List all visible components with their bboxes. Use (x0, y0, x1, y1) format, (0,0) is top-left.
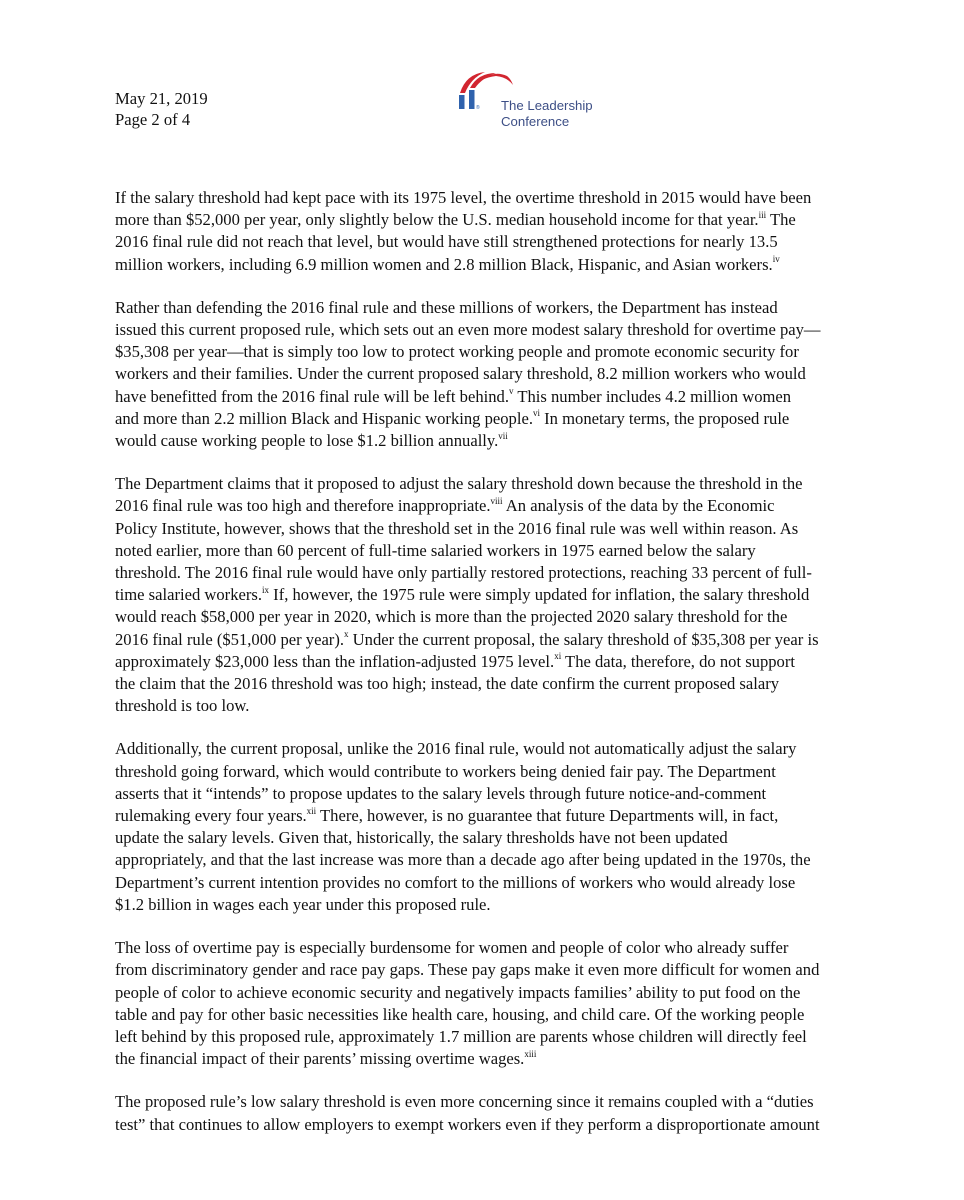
text-segment: rulemaking every four years. (115, 806, 307, 826)
text-line (115, 738, 860, 760)
text-segment: threshold is too low. (115, 696, 250, 716)
text-line (115, 319, 860, 341)
text-segment: 2016 final rule ($51,000 per year). (115, 629, 345, 649)
letter-date: May 21, 2019 (115, 89, 208, 108)
text-segment: threshold. The 2016 final rule would have only partially restored protections, reaching 33 percent of full- (115, 563, 812, 583)
text-segment: If the salary threshold had kept pace with its 1975 level, the overtime threshold in 2015 would have been (115, 188, 812, 207)
text-line (115, 187, 860, 209)
text-segment: and more than 2.2 million Black and Hispanic working people. (115, 408, 533, 428)
text-segment: Additionally, the current proposal, unlike the 2016 final rule, would not automatically adjust the salary (115, 739, 797, 759)
text-line (115, 1048, 860, 1070)
text-segment: $35,308 per year—that is simply too low to protect working people and promote economic security for (115, 342, 799, 362)
logo-blue-bar-left (459, 95, 465, 109)
text-segment: The loss of overtime pay is especially burdensome for women and people of color who already suffer (115, 938, 789, 958)
text-line (115, 518, 860, 540)
text-line (115, 673, 860, 695)
footnote-reference: v (508, 386, 514, 397)
text-segment: Under the current proposal, the salary threshold of $35,308 per year is (348, 629, 819, 649)
logo-red-arc-1 (460, 72, 485, 93)
text-segment: issued this current proposed rule, which sets out an even more modest salary threshold for overtime pay— (115, 320, 821, 340)
text-line (115, 495, 860, 517)
text-segment: the claim that the 2016 threshold was too high; instead, the date confirm the current proposed salary (115, 674, 780, 694)
text-line (115, 386, 860, 408)
footnote-reference: vi (532, 408, 540, 419)
text-line (115, 1004, 860, 1026)
text-segment: The data, therefore, do not support (561, 651, 795, 671)
footnote-reference: xiii (524, 1048, 537, 1059)
text-line (115, 584, 860, 606)
text-line (115, 827, 860, 849)
body-paragraph (115, 1091, 860, 1135)
text-segment: appropriately, and that the last increase was more than a decade ago after being updated in the 1970s, the (115, 850, 811, 870)
text-line (115, 254, 860, 276)
text-segment: If, however, the 1975 rule were simply updated for inflation, the salary threshold (269, 585, 810, 605)
logo-name-line-1: The Leadership (501, 98, 593, 113)
body-paragraph (115, 297, 860, 452)
text-line (115, 473, 860, 495)
text-segment: In monetary terms, the proposed rule (540, 408, 790, 428)
logo-wordmark (501, 98, 593, 130)
text-line (115, 209, 860, 231)
page-number: Page 2 of 4 (115, 110, 191, 129)
text-segment: 2016 final rule was too high and therefore inappropriate. (115, 496, 491, 516)
footnote-reference: xii (306, 805, 317, 816)
leadership-conference-logo (452, 68, 592, 132)
letter-header (115, 88, 208, 130)
text-line (115, 562, 860, 584)
text-segment: The proposed rule’s low salary threshold is even more concerning since it remains coupled with a “duties (115, 1092, 814, 1112)
text-line (115, 894, 860, 916)
logo-registered-mark: ® (476, 105, 480, 111)
text-segment: workers and their families. Under the current proposed salary threshold, 8.2 million workers who would (115, 364, 806, 384)
text-line (115, 1114, 860, 1136)
letter-body (115, 187, 860, 1157)
text-segment: have benefitted from the 2016 final rule will be left behind. (115, 386, 509, 406)
text-line (115, 805, 860, 827)
text-line (115, 937, 860, 959)
text-line (115, 783, 860, 805)
text-line (115, 408, 860, 430)
text-segment: million workers, including 6.9 million women and 2.8 million Black, Hispanic, and Asian workers. (115, 254, 773, 274)
text-segment: would cause working people to lose $1.2 billion annually. (115, 431, 499, 451)
text-segment: Rather than defending the 2016 final rule and these millions of workers, the Department has instead (115, 297, 778, 317)
text-segment: the financial impact of their parents’ missing overtime wages. (115, 1049, 525, 1069)
text-segment: This number includes 4.2 million women (513, 386, 792, 406)
text-segment: threshold going forward, which would contribute to workers being denied fair pay. The Department (115, 761, 776, 781)
text-segment: update the salary levels. Given that, historically, the salary thresholds have not been updated (115, 828, 728, 848)
text-segment: The (766, 210, 796, 230)
text-line (115, 231, 860, 253)
text-line (115, 606, 860, 628)
footnote-reference: xi (554, 651, 562, 662)
text-line (115, 540, 860, 562)
logo-blue-bar-right (469, 90, 475, 109)
text-segment: would reach $58,000 per year in 2020, which is more than the projected 2020 salary threshold for the (115, 607, 788, 627)
text-segment: Department’s current intention provides no comfort to the millions of workers who would already lose (115, 872, 796, 892)
text-segment: noted earlier, more than 60 percent of full-time salaried workers in 1975 earned below the salary (115, 540, 756, 560)
text-line (115, 1091, 860, 1113)
text-segment: 2016 final rule did not reach that level, but would have still strengthened protections for nearly 13.5 (115, 232, 778, 252)
text-line (115, 430, 860, 452)
text-segment: There, however, is no guarantee that future Departments will, in fact, (316, 806, 779, 826)
text-line (115, 297, 860, 319)
text-line (115, 1026, 860, 1048)
text-segment: from discriminatory gender and race pay gaps. These pay gaps make it even more difficult for women and (115, 960, 820, 980)
text-segment: approximately $23,000 less than the inflation-adjusted 1975 level. (115, 651, 555, 671)
text-line (115, 872, 860, 894)
text-segment: left behind by this proposed rule, approximately 1.7 million are parents whose children will directly feel (115, 1026, 807, 1046)
text-segment: The Department claims that it proposed to adjust the salary threshold down because the threshold in the (115, 474, 803, 494)
text-segment: An analysis of the data by the Economic (502, 496, 775, 516)
body-paragraph (115, 187, 860, 276)
text-line (115, 982, 860, 1004)
footnote-reference: x (344, 629, 349, 640)
body-paragraph (115, 738, 860, 916)
text-segment: table and pay for other basic necessities like health care, housing, and child care. Of the working people (115, 1004, 805, 1024)
footnote-reference: ix (262, 584, 270, 595)
text-segment: Policy Institute, however, shows that the threshold set in the 2016 final rule was well within reason. As (115, 518, 799, 538)
text-segment: time salaried workers. (115, 585, 262, 605)
footnote-reference: iii (758, 209, 767, 220)
text-segment: asserts that it “intends” to propose updates to the salary levels through future notice-and-comment (115, 783, 767, 803)
footnote-reference: viii (490, 495, 503, 506)
text-segment: people of color to achieve economic security and negatively impacts families’ ability to put food on the (115, 982, 801, 1002)
text-line (115, 651, 860, 673)
text-line (115, 695, 860, 717)
text-segment: more than $52,000 per year, only slightly below the U.S. median household income for that year. (115, 210, 759, 230)
text-segment: test” that continues to allow employers to exempt workers even if they perform a disproportionate amount (115, 1114, 820, 1134)
footnote-reference: vii (498, 430, 508, 441)
text-line (115, 761, 860, 783)
text-line (115, 363, 860, 385)
body-paragraph (115, 937, 860, 1070)
text-line (115, 629, 860, 651)
text-line (115, 959, 860, 981)
text-line (115, 849, 860, 871)
footnote-reference: iv (772, 254, 780, 265)
logo-name-line-2: Conference (501, 114, 570, 129)
body-paragraph (115, 473, 860, 717)
text-line (115, 341, 860, 363)
text-segment: $1.2 billion in wages each year under this proposed rule. (115, 894, 491, 914)
